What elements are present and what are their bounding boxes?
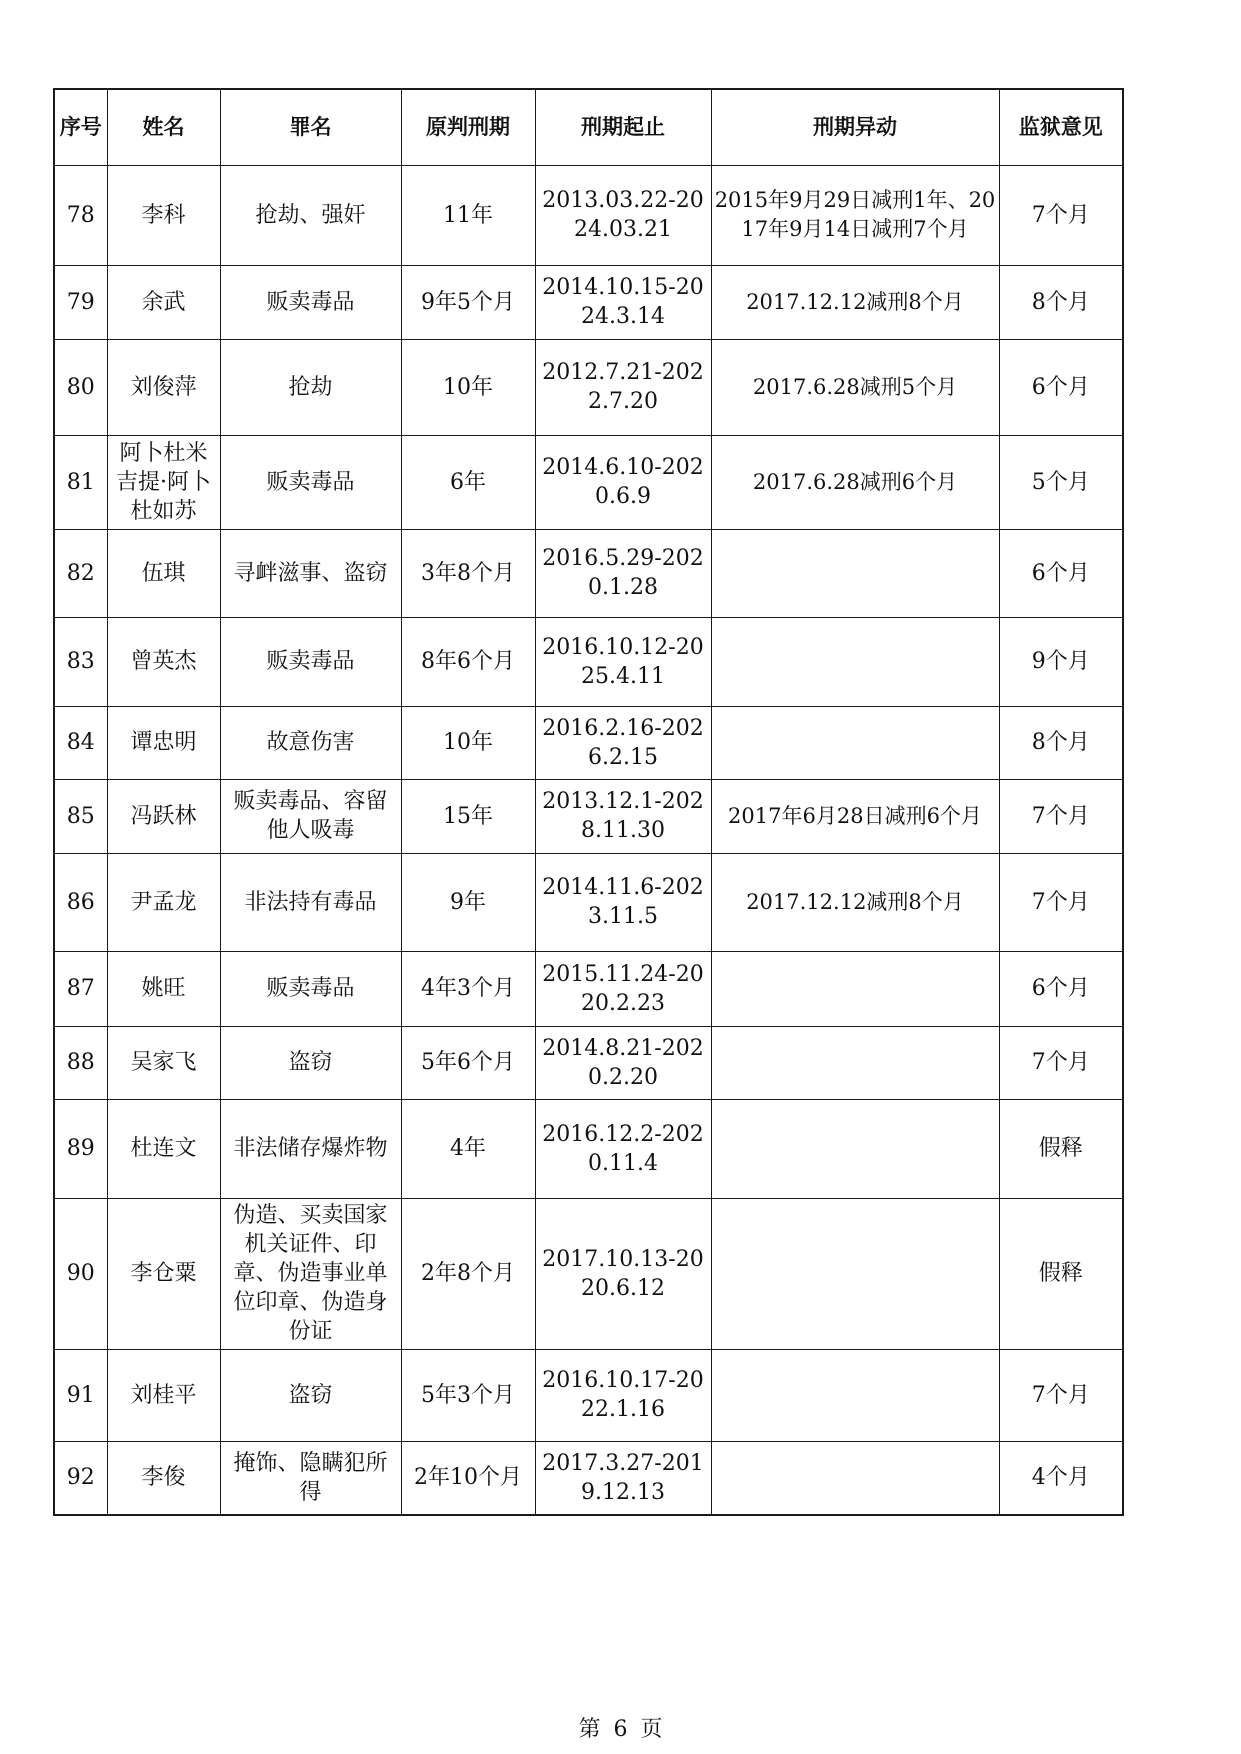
- cell-seq: 88: [54, 1026, 107, 1099]
- cell-sentence: 10年: [401, 706, 535, 779]
- table-row: [54, 1026, 1123, 1099]
- table-row: [54, 951, 1123, 1026]
- cell-sentence: 10年: [401, 339, 535, 435]
- cell-opinion: 6个月: [999, 339, 1123, 435]
- cell-change: [711, 1198, 999, 1349]
- table-row: [54, 529, 1123, 617]
- cell-name: 李科: [107, 165, 220, 265]
- cell-term: 2016.5.29-2020.1.28: [535, 529, 711, 617]
- cell-change: [711, 1026, 999, 1099]
- cell-opinion: 7个月: [999, 1349, 1123, 1441]
- cell-name: 余武: [107, 265, 220, 339]
- cell-opinion: 假释: [999, 1198, 1123, 1349]
- cell-term: 2013.12.1-2028.11.30: [535, 779, 711, 853]
- cell-seq: 90: [54, 1198, 107, 1349]
- cell-opinion: 8个月: [999, 265, 1123, 339]
- cell-term: 2016.10.17-2022.1.16: [535, 1349, 711, 1441]
- header-term: 刑期起止: [535, 89, 711, 165]
- cell-name: 李俊: [107, 1441, 220, 1515]
- cell-change: 2017.12.12减刑8个月: [711, 265, 999, 339]
- table-row: [54, 435, 1123, 529]
- header-name: 姓名: [107, 89, 220, 165]
- cell-opinion: 6个月: [999, 529, 1123, 617]
- cell-name: 冯跃林: [107, 779, 220, 853]
- cell-crime: 贩卖毒品: [220, 617, 401, 706]
- cell-change: [711, 706, 999, 779]
- cell-name: 刘桂平: [107, 1349, 220, 1441]
- cell-term: 2012.7.21-2022.7.20: [535, 339, 711, 435]
- cell-change: [711, 529, 999, 617]
- cell-change: [711, 1441, 999, 1515]
- cell-crime: 掩饰、隐瞒犯所得: [220, 1441, 401, 1515]
- header-crime: 罪名: [220, 89, 401, 165]
- cell-seq: 89: [54, 1099, 107, 1198]
- sentence-reduction-table: [53, 88, 1124, 1516]
- cell-crime: 抢劫: [220, 339, 401, 435]
- cell-opinion: 5个月: [999, 435, 1123, 529]
- cell-name: 谭忠明: [107, 706, 220, 779]
- roster-sheet: [53, 88, 1122, 1516]
- cell-opinion: 7个月: [999, 779, 1123, 853]
- cell-term: 2017.10.13-2020.6.12: [535, 1198, 711, 1349]
- cell-term: 2014.6.10-2020.6.9: [535, 435, 711, 529]
- cell-seq: 82: [54, 529, 107, 617]
- cell-term: 2016.12.2-2020.11.4: [535, 1099, 711, 1198]
- cell-crime: 伪造、买卖国家机关证件、印章、伪造事业单位印章、伪造身份证: [220, 1198, 401, 1349]
- table-row: [54, 853, 1123, 951]
- cell-sentence: 5年6个月: [401, 1026, 535, 1099]
- cell-crime: 盗窃: [220, 1349, 401, 1441]
- cell-sentence: 8年6个月: [401, 617, 535, 706]
- cell-name: 杜连文: [107, 1099, 220, 1198]
- cell-name: 尹孟龙: [107, 853, 220, 951]
- cell-sentence: 9年5个月: [401, 265, 535, 339]
- cell-sentence: 4年: [401, 1099, 535, 1198]
- cell-opinion: 9个月: [999, 617, 1123, 706]
- cell-seq: 85: [54, 779, 107, 853]
- cell-sentence: 3年8个月: [401, 529, 535, 617]
- table-header-row: [54, 89, 1123, 165]
- cell-crime: 非法储存爆炸物: [220, 1099, 401, 1198]
- cell-name: 曾英杰: [107, 617, 220, 706]
- cell-crime: 抢劫、强奸: [220, 165, 401, 265]
- cell-seq: 86: [54, 853, 107, 951]
- table-row: [54, 165, 1123, 265]
- cell-change: [711, 617, 999, 706]
- cell-sentence: 9年: [401, 853, 535, 951]
- page-number: 第 6 页: [578, 1717, 663, 1742]
- cell-change: 2017.12.12减刑8个月: [711, 853, 999, 951]
- cell-term: 2014.11.6-2023.11.5: [535, 853, 711, 951]
- cell-name: 姚旺: [107, 951, 220, 1026]
- cell-term: 2013.03.22-2024.03.21: [535, 165, 711, 265]
- cell-change: 2017年6月28日减刑6个月: [711, 779, 999, 853]
- cell-opinion: 4个月: [999, 1441, 1123, 1515]
- cell-seq: 91: [54, 1349, 107, 1441]
- cell-crime: 故意伤害: [220, 706, 401, 779]
- table-row: [54, 1099, 1123, 1198]
- cell-opinion: 7个月: [999, 853, 1123, 951]
- cell-crime: 贩卖毒品: [220, 265, 401, 339]
- cell-name: 阿卜杜米吉提·阿卜杜如苏: [107, 435, 220, 529]
- cell-crime: 贩卖毒品: [220, 435, 401, 529]
- cell-term: 2016.2.16-2026.2.15: [535, 706, 711, 779]
- cell-change: 2017.6.28减刑5个月: [711, 339, 999, 435]
- cell-sentence: 11年: [401, 165, 535, 265]
- cell-sentence: 4年3个月: [401, 951, 535, 1026]
- header-change: 刑期异动: [711, 89, 999, 165]
- cell-name: 吴家飞: [107, 1026, 220, 1099]
- cell-change: [711, 1099, 999, 1198]
- cell-change: 2017.6.28减刑6个月: [711, 435, 999, 529]
- cell-change: 2015年9月29日减刑1年、2017年9月14日减刑7个月: [711, 165, 999, 265]
- header-opinion: 监狱意见: [999, 89, 1123, 165]
- table-row: [54, 617, 1123, 706]
- cell-opinion: 假释: [999, 1099, 1123, 1198]
- table-row: [54, 265, 1123, 339]
- cell-crime: 贩卖毒品: [220, 951, 401, 1026]
- cell-crime: 贩卖毒品、容留他人吸毒: [220, 779, 401, 853]
- cell-seq: 84: [54, 706, 107, 779]
- cell-seq: 87: [54, 951, 107, 1026]
- cell-term: 2017.3.27-2019.12.13: [535, 1441, 711, 1515]
- cell-opinion: 7个月: [999, 1026, 1123, 1099]
- header-sentence: 原判刑期: [401, 89, 535, 165]
- cell-opinion: 6个月: [999, 951, 1123, 1026]
- cell-name: 刘俊萍: [107, 339, 220, 435]
- table-row: [54, 779, 1123, 853]
- cell-term: 2016.10.12-2025.4.11: [535, 617, 711, 706]
- table-row: [54, 1441, 1123, 1515]
- cell-sentence: 6年: [401, 435, 535, 529]
- cell-opinion: 7个月: [999, 165, 1123, 265]
- cell-opinion: 8个月: [999, 706, 1123, 779]
- cell-name: 伍琪: [107, 529, 220, 617]
- cell-change: [711, 951, 999, 1026]
- cell-seq: 81: [54, 435, 107, 529]
- table-body: [54, 165, 1123, 1515]
- cell-sentence: 5年3个月: [401, 1349, 535, 1441]
- cell-sentence: 2年10个月: [401, 1441, 535, 1515]
- cell-crime: 盗窃: [220, 1026, 401, 1099]
- cell-term: 2014.10.15-2024.3.14: [535, 265, 711, 339]
- table-row: [54, 1198, 1123, 1349]
- cell-seq: 92: [54, 1441, 107, 1515]
- cell-seq: 78: [54, 165, 107, 265]
- cell-seq: 83: [54, 617, 107, 706]
- table-row: [54, 706, 1123, 779]
- table-row: [54, 339, 1123, 435]
- cell-sentence: 15年: [401, 779, 535, 853]
- cell-crime: 非法持有毒品: [220, 853, 401, 951]
- cell-sentence: 2年8个月: [401, 1198, 535, 1349]
- cell-name: 李仓粟: [107, 1198, 220, 1349]
- cell-seq: 79: [54, 265, 107, 339]
- cell-term: 2014.8.21-2020.2.20: [535, 1026, 711, 1099]
- cell-change: [711, 1349, 999, 1441]
- cell-seq: 80: [54, 339, 107, 435]
- table-row: [54, 1349, 1123, 1441]
- cell-crime: 寻衅滋事、盗窃: [220, 529, 401, 617]
- header-seq: 序号: [54, 89, 107, 165]
- cell-term: 2015.11.24-2020.2.23: [535, 951, 711, 1026]
